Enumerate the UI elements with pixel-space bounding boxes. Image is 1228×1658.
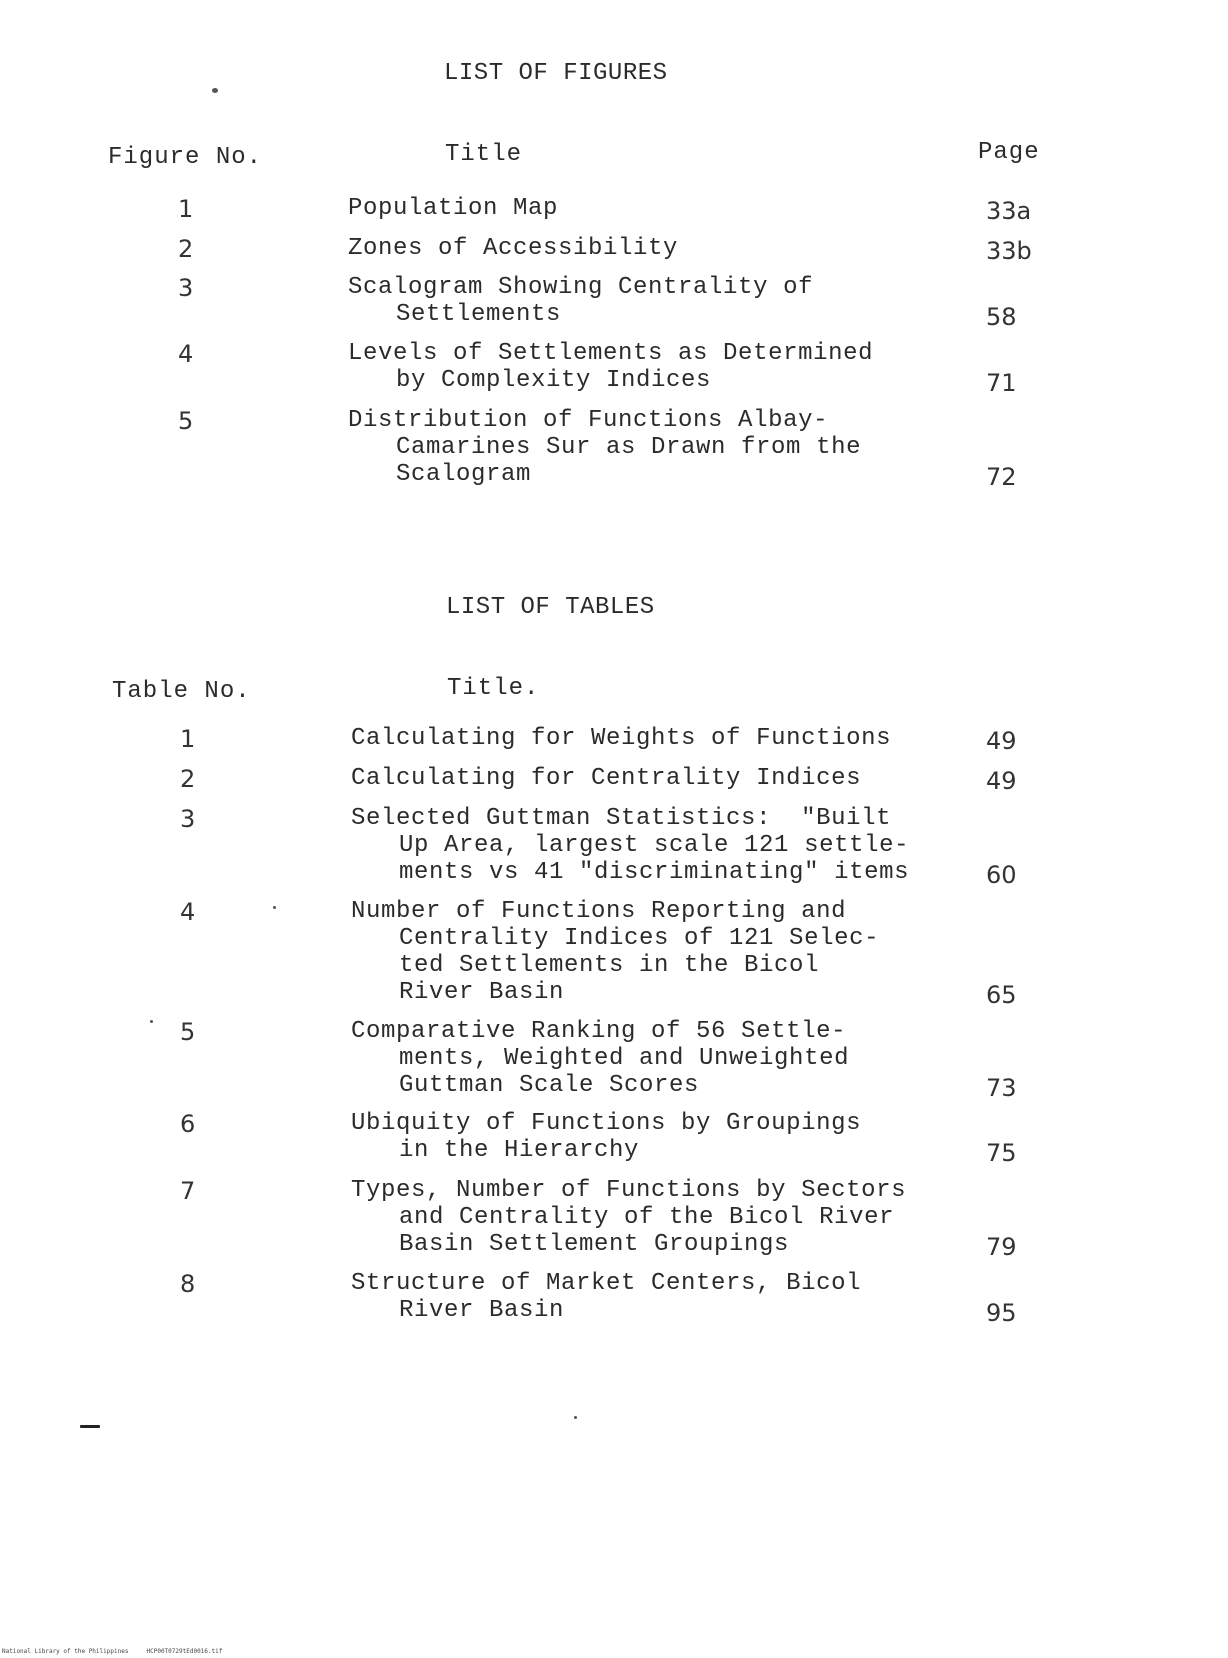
scan-speck [212, 88, 218, 93]
tables-heading: LIST OF TABLES [446, 594, 655, 621]
table-entry-title-line: ments, Weighted and Unweighted [399, 1045, 850, 1072]
table-entry-title-line: ments vs 41 "discriminating" items [399, 859, 910, 886]
figure-title-column-header: Title [445, 141, 523, 168]
figure-entry-title-line: Camarines Sur as Drawn from the [396, 434, 862, 461]
table-entry-page-number: 95 [986, 1299, 1017, 1327]
table-entry-title [351, 1270, 861, 1324]
table-entry-page-number: 60 [986, 861, 1017, 889]
figure-entry-title [348, 274, 813, 328]
table-entry-title [351, 765, 861, 792]
figure-entry-title-line: Scalogram [396, 461, 532, 488]
table-entry-title-line: Selected Guttman Statistics: "Built [351, 805, 892, 832]
figure-entry-number: 1 [178, 195, 194, 223]
figure-entry-page-number: 33b [986, 237, 1032, 265]
figure-page-column-header: Page [978, 139, 1040, 166]
table-entry-title-line: Up Area, largest scale 121 settle- [399, 832, 910, 859]
footer-caption: National Library of the Philippines HCP00T0729tEd0016.tif [2, 1648, 223, 1655]
scan-speck [273, 906, 276, 909]
figure-number-column-header: Figure No. [108, 144, 263, 171]
scan-speck [150, 1020, 153, 1023]
figure-entry-number: 2 [178, 235, 194, 263]
table-entry-title [351, 1018, 849, 1099]
table-entry-page-number: 65 [986, 981, 1017, 1009]
table-entry-title-line: Guttman Scale Scores [399, 1072, 700, 1099]
table-entry-title-line: Comparative Ranking of 56 Settle- [351, 1018, 847, 1045]
table-entry-page-number: 73 [986, 1074, 1017, 1102]
table-entry-page-number: 75 [986, 1139, 1017, 1167]
table-entry-title-line: Basin Settlement Groupings [399, 1231, 790, 1258]
figure-entry-title-line: Scalogram Showing Centrality of [348, 274, 814, 301]
figure-entry-number: 3 [178, 274, 194, 302]
table-entry-title-line: in the Hierarchy [399, 1137, 640, 1164]
figures-heading: LIST OF FIGURES [444, 60, 668, 87]
figure-entry-title-line: Levels of Settlements as Determined [348, 340, 874, 367]
figure-entry-title-line: Distribution of Functions Albay- [348, 407, 829, 434]
figure-entry-title [348, 340, 873, 394]
table-title-column-header: Title. [447, 675, 540, 702]
figure-entry-number: 5 [178, 407, 194, 435]
table-entry-page-number: 49 [986, 767, 1017, 795]
figure-entry-title [348, 195, 558, 222]
table-entry-title-line: Centrality Indices of 121 Selec- [399, 925, 880, 952]
scan-mark [80, 1425, 100, 1428]
figure-entry-title-line: Population Map [348, 195, 559, 222]
table-entry-number: 3 [180, 805, 196, 833]
figure-entry-page-number: 72 [986, 463, 1017, 491]
table-entry-title-line: Calculating for Centrality Indices [351, 765, 862, 792]
figure-entry-page-number: 71 [986, 369, 1017, 397]
figure-entry-title [348, 407, 861, 488]
table-entry-number: 5 [180, 1018, 196, 1046]
table-number-column-header: Table No. [112, 678, 251, 705]
table-entry-title [351, 805, 909, 886]
table-entry-page-number: 79 [986, 1233, 1017, 1261]
table-entry-title-line: Calculating for Weights of Functions [351, 725, 892, 752]
table-entry-number: 8 [180, 1270, 196, 1298]
table-entry-number: 7 [180, 1177, 196, 1205]
figure-entry-page-number: 58 [986, 303, 1017, 331]
figure-entry-number: 4 [178, 340, 194, 368]
table-entry-title-line: Ubiquity of Functions by Groupings [351, 1110, 862, 1137]
table-entry-title-line: Number of Functions Reporting and [351, 898, 847, 925]
table-entry-page-number: 49 [986, 727, 1017, 755]
table-entry-title [351, 725, 891, 752]
table-entry-title [351, 1177, 906, 1258]
table-entry-title [351, 1110, 861, 1164]
table-entry-number: 4 [180, 898, 196, 926]
figure-entry-page-number: 33a [986, 197, 1032, 225]
table-entry-number: 1 [180, 725, 196, 753]
figure-entry-title-line: Settlements [396, 301, 562, 328]
table-entry-number: 2 [180, 765, 196, 793]
scan-speck [574, 1416, 577, 1419]
figure-entry-title [348, 235, 678, 262]
figure-entry-title-line: by Complexity Indices [396, 367, 712, 394]
figure-entry-title-line: Zones of Accessibility [348, 235, 679, 262]
table-entry-title-line: Structure of Market Centers, Bicol [351, 1270, 862, 1297]
table-entry-title-line: Types, Number of Functions by Sectors [351, 1177, 907, 1204]
table-entry-title [351, 898, 879, 1006]
table-entry-title-line: River Basin [399, 979, 565, 1006]
table-entry-number: 6 [180, 1110, 196, 1138]
table-entry-title-line: and Centrality of the Bicol River [399, 1204, 895, 1231]
table-entry-title-line: ted Settlements in the Bicol [399, 952, 820, 979]
table-entry-title-line: River Basin [399, 1297, 565, 1324]
